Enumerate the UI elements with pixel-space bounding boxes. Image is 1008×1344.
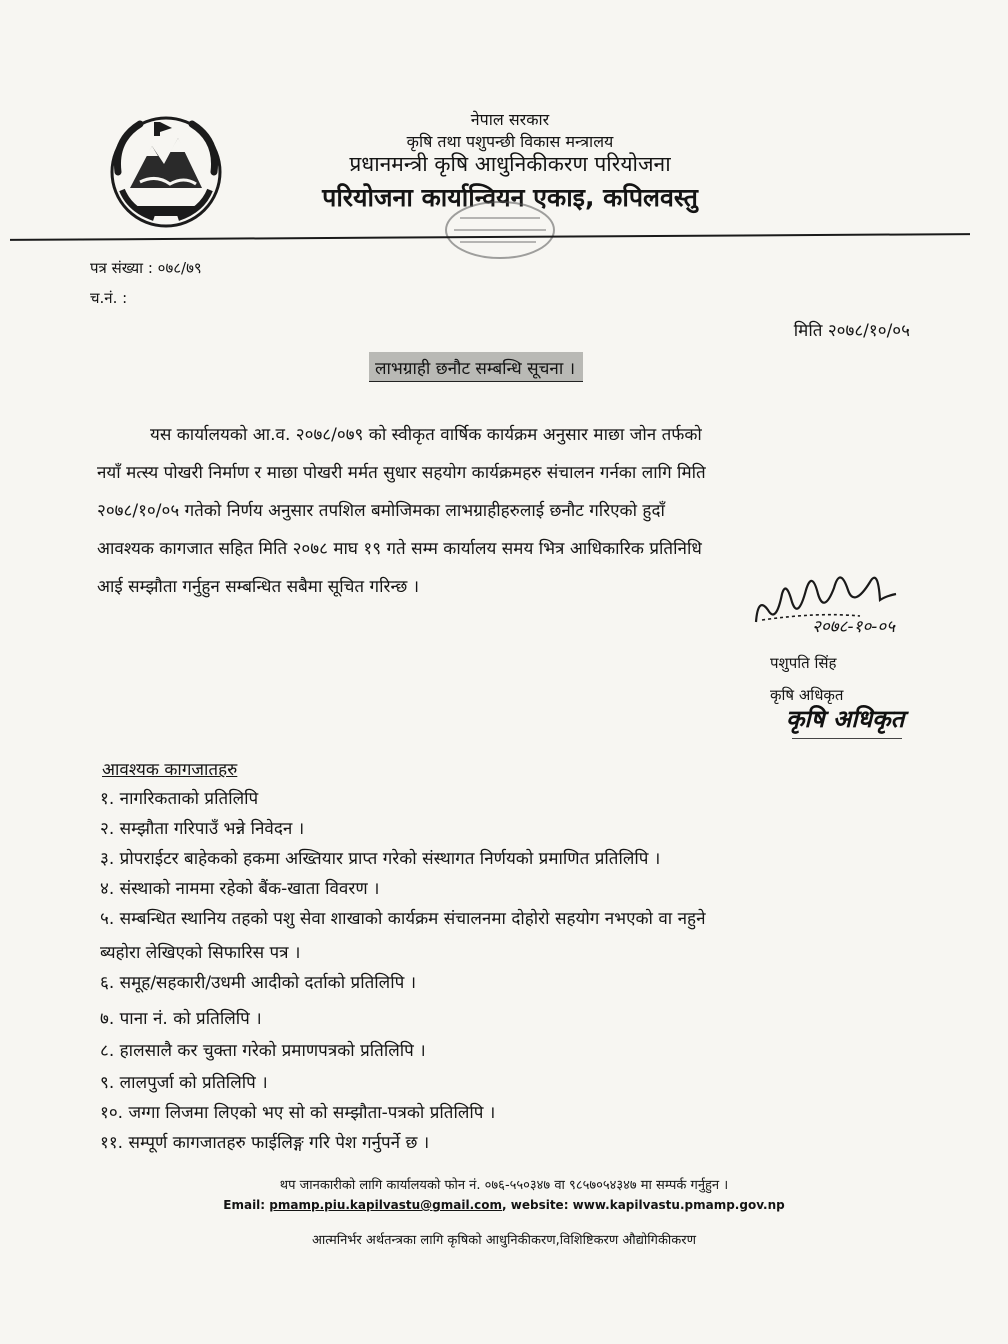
letter-date: मिति २०७८/१०/०५ [793, 321, 910, 341]
body-line: २०७८/१०/०५ गतेको निर्णय अनुसार तपशिल बमोजिमका लाभग्राहीहरुलाई छनौट गरिएको हुदाँ [97, 501, 665, 521]
document-item: ८. हालसालै कर चुक्ता गरेको प्रमाणपत्रको प्रतिलिपि । [100, 1041, 426, 1061]
body-line: आई सम्झौता गर्नुहुन सम्बन्धित सबैमा सूचित गरिन्छ । [97, 577, 420, 597]
document-item: ६. समूह/सहकारी/उधमी आदीको दर्ताको प्रतिलिपि । [100, 973, 417, 993]
document-item: ५. सम्बन्धित स्थानिय तहको पशु सेवा शाखाको कार्यक्रम संचालनमा दोहोरो सहयोग नभएको वा नहुने [100, 909, 706, 929]
footer-contact: थप जानकारीको लागि कार्यालयको फोन नं. ०७६-५५०३४७ वा ९८५७०५४३४७ मा सम्पर्क गर्नुहुन । [279, 1178, 729, 1193]
letter-number: पत्र संख्या : ०७८/७९ [90, 259, 202, 277]
body-line: यस कार्यालयको आ.व. २०७८/०७९ को स्वीकृत वार्षिक कार्यक्रम अनुसार माछा जोन तर्फको [150, 425, 702, 445]
document-item: १. नागरिकताको प्रतिलिपि [100, 789, 259, 809]
email-label: Email: [223, 1198, 266, 1212]
office-stamp-icon [440, 198, 560, 266]
signature-date: २०७८-१०-०५ [812, 617, 895, 637]
document-item: ११. सम्पूर्ण कागजातहरु फाईलिङ्ग गरि पेश गर्नुपर्ने छ । [100, 1133, 430, 1153]
official-seal: कृषि अधिकृत [786, 705, 905, 733]
subject-line: लाभग्राही छनौट सम्बन्धि सूचना । [369, 352, 583, 382]
nepal-emblem-icon [100, 110, 232, 230]
document-item: ४. संस्थाको नाममा रहेको बैंक-खाता विवरण । [100, 879, 380, 899]
signatory-title: कृषि अधिकृत [770, 686, 844, 704]
website-text: , website: www.kapilvastu.pmamp.gov.np [502, 1198, 785, 1212]
required-documents-heading: आवश्यक कागजातहरु [102, 760, 238, 780]
document-item: ७. पाना नं. को प्रतिलिपि । [100, 1009, 262, 1029]
document-item: २. सम्झौता गरिपाउँ भन्ने निवेदन । [100, 819, 305, 839]
seal-underline [792, 738, 902, 739]
header-office: परियोजना कार्यान्वियन एकाइ, कपिलवस्तु [322, 183, 698, 212]
document-item: ९. लालपुर्जा को प्रतिलिपि । [100, 1073, 268, 1093]
footer-email-web [0, 1198, 1008, 1212]
header-project: प्रधानमन्त्री कृषि आधुनिकीकरण परियोजना [349, 152, 671, 176]
email-link[interactable]: pmamp.piu.kapilvastu@gmail.com [269, 1198, 503, 1212]
header-country: नेपाल सरकार [470, 110, 550, 129]
document-item: ३. प्रोपराईटर बाहेकको हकमा अख्तियार प्राप्त गरेको संस्थागत निर्णयको प्रमाणित प्रतिलिपि । [100, 849, 661, 869]
signatory-name: पशुपति सिंह [770, 654, 837, 672]
document-item: ब्यहोरा लेखिएको सिफारिस पत्र । [100, 943, 301, 963]
document-item: १०. जग्गा लिजमा लिएको भए सो को सम्झौता-पत्रको प्रतिलिपि । [100, 1103, 496, 1123]
dispatch-number: च.नं. : [90, 289, 128, 307]
body-line: नयाँ मत्स्य पोखरी निर्माण र माछा पोखरी मर्मत सुधार सहयोग कार्यक्रमहरु संचालन गर्नका लागि मिति [97, 463, 706, 483]
header-ministry: कृषि तथा पशुपन्छी विकास मन्त्रालय [406, 132, 614, 151]
body-line: आवश्यक कागजात सहित मिति २०७८ माघ १९ गते सम्म कार्यालय समय भित्र आधिकारिक प्रतिनिधि [97, 539, 702, 559]
footer-slogan: आत्मनिर्भर अर्थतन्त्रका लागि कृषिको आधुनिकीकरण,विशिष्टिकरण औद्योगिकीकरण [312, 1233, 696, 1248]
